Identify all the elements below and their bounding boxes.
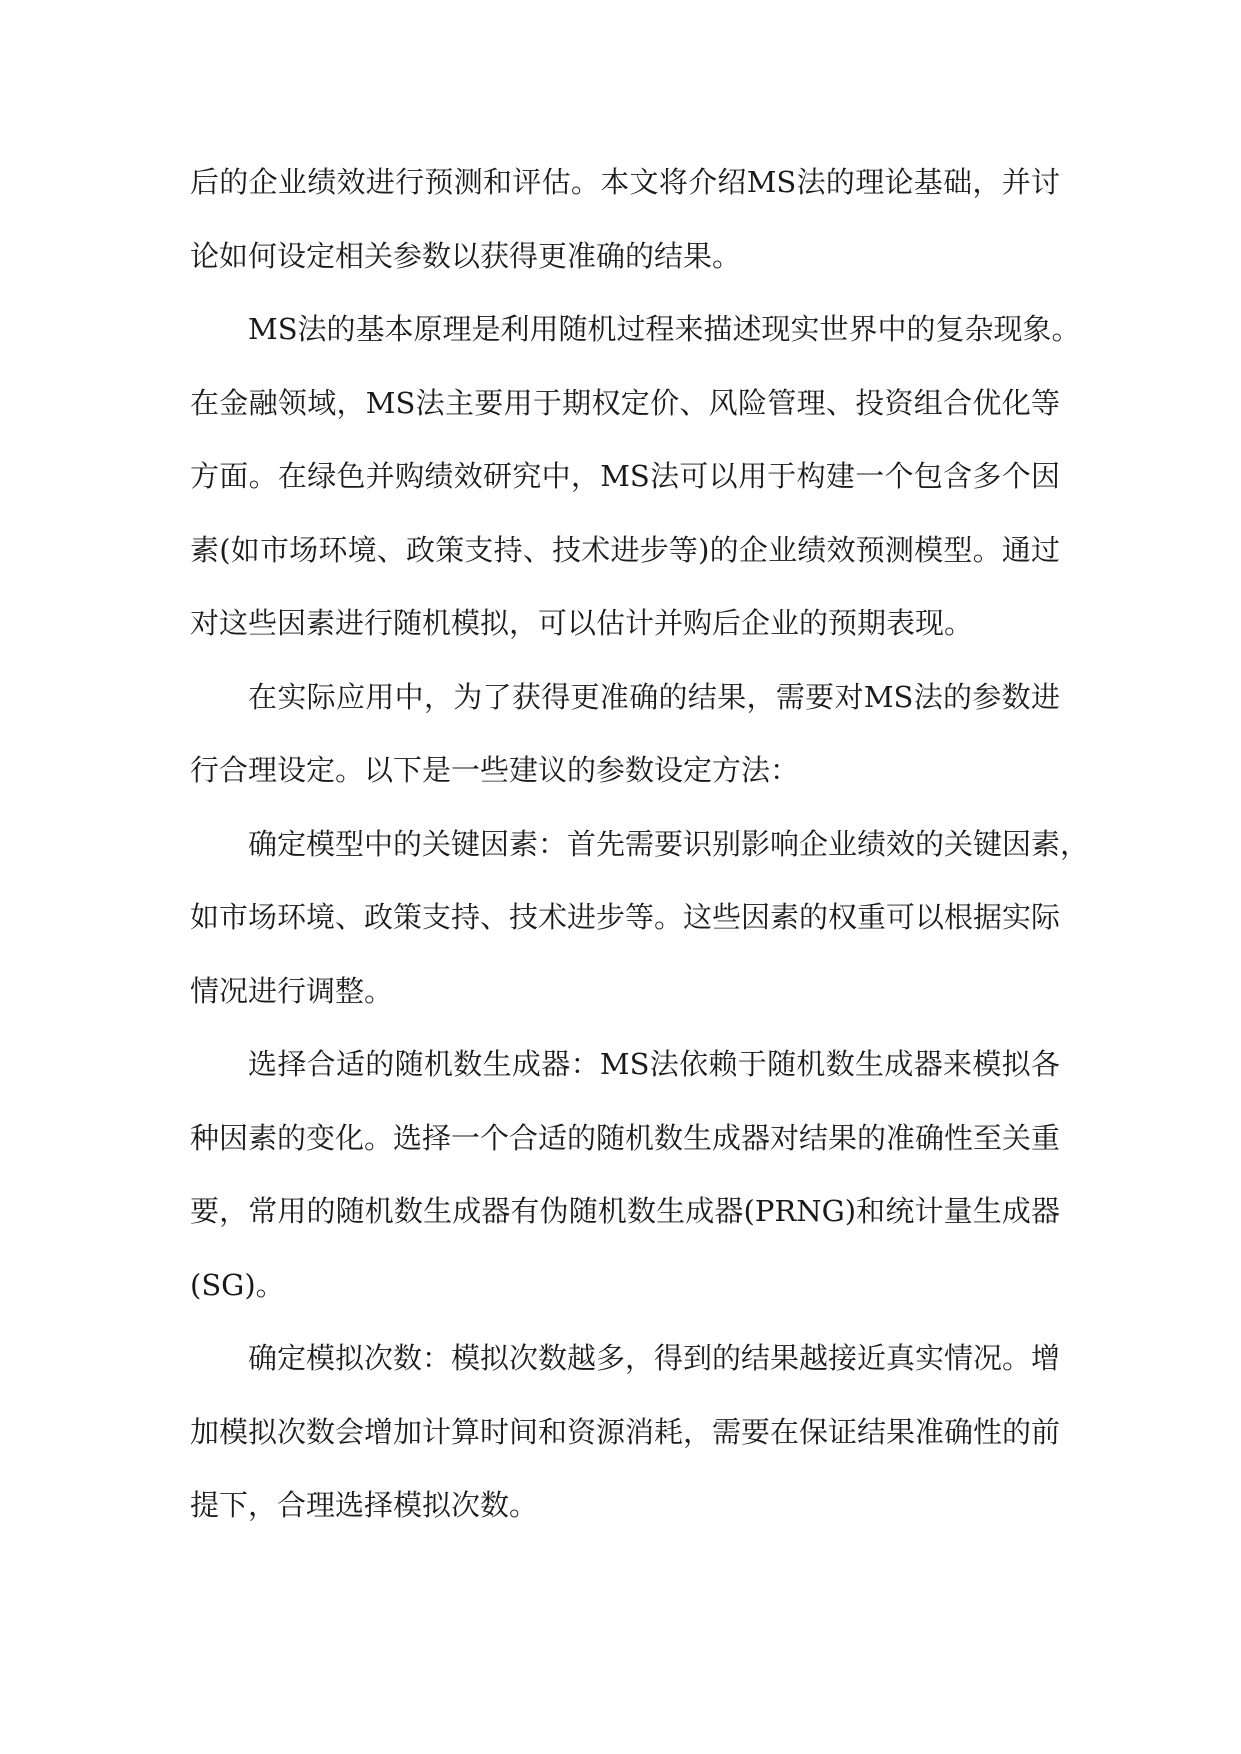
text-line: 情况进行调整。 <box>190 973 394 1008</box>
body-text <box>190 146 1090 1543</box>
text-line: MS法的基本原理是利用随机过程来描述现实世界中的复杂现象。 <box>248 312 1081 346</box>
text-line: 在金融领域，MS法主要用于期权定价、风险管理、投资组合优化等 <box>190 385 1060 420</box>
text-line: 种因素的变化。选择一个合适的随机数生成器对结果的准确性至关重 <box>190 1120 1061 1155</box>
text-line: 对这些因素进行随机模拟，可以估计并购后企业的预期表现。 <box>190 606 974 640</box>
text-line: 确定模拟次数：模拟次数越多，得到的结果越接近真实情况。增 <box>248 1341 1061 1375</box>
text-line: 素(如市场环境、政策支持、技术进步等)的企业绩效预测模型。通过 <box>190 532 1060 567</box>
text-line: 在实际应用中，为了获得更准确的结果，需要对MS法的参数进 <box>248 679 1060 714</box>
text-line: 提下，合理选择模拟次数。 <box>190 1488 539 1522</box>
text-line: 后的企业绩效进行预测和评估。本文将介绍MS法的理论基础，并讨 <box>190 165 1060 199</box>
text-line: 行合理设定。以下是一些建议的参数设定方法： <box>190 753 800 787</box>
text-line: 如市场环境、政策支持、技术进步等。这些因素的权重可以根据实际 <box>190 900 1061 934</box>
text-line: 确定模型中的关键因素：首先需要识别影响企业绩效的关键因素， <box>248 826 1090 861</box>
text-line: 论如何设定相关参数以获得更准确的结果。 <box>190 238 742 273</box>
text-line: 要，常用的随机数生成器有伪随机数生成器(PRNG)和统计量生成器 <box>190 1194 1060 1228</box>
text-line: (SG)。 <box>190 1267 285 1302</box>
text-line: 选择合适的随机数生成器：MS法依赖于随机数生成器来模拟各 <box>248 1047 1060 1081</box>
text-line: 加模拟次数会增加计算时间和资源消耗，需要在保证结果准确性的前 <box>190 1414 1061 1449</box>
text-line: 方面。在绿色并购绩效研究中，MS法可以用于构建一个包含多个因 <box>190 459 1060 493</box>
